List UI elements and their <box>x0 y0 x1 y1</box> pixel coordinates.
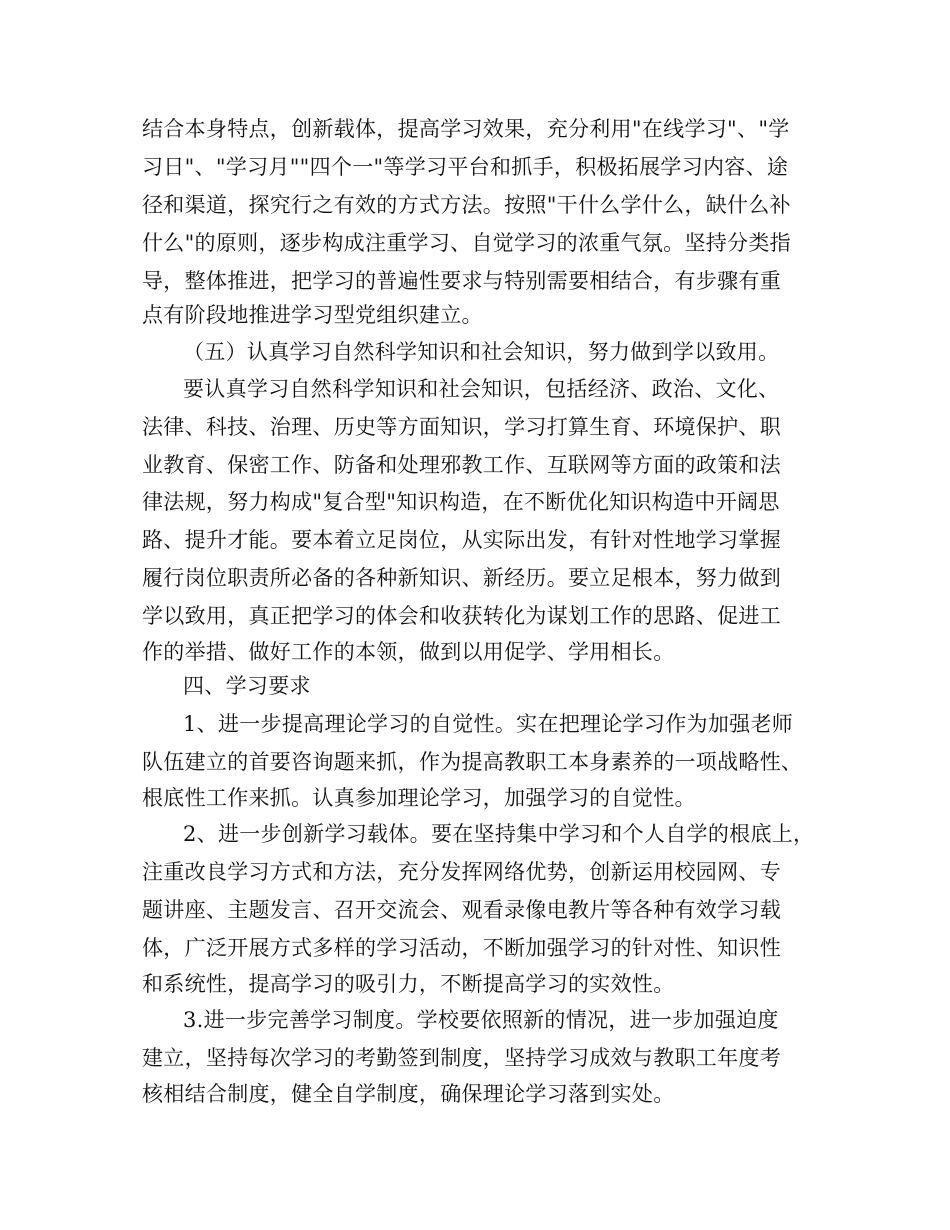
text-line: 注重改良学习方式和方法，充分发挥网络优势，创新运用校园网、专 <box>142 860 781 884</box>
text-line: 根底性工作来抓。认真参加理论学习，加强学习的自觉性。 <box>142 786 696 810</box>
text-line: 要认真学习自然科学知识和社会知识，包括经济、政治、文化、 <box>183 377 780 401</box>
text-line: 1、进一步提高理论学习的自觉性。实在把理论学习作为加强老师 <box>183 712 794 736</box>
text-line: 履行岗位职责所必备的各种新知识、新经历。要立足根本，努力做到 <box>142 566 781 590</box>
section-heading: （五）认真学习自然科学知识和社会知识，努力做到学以致用。 <box>183 340 780 364</box>
text-line: 和系统性，提高学习的吸引力，不断提高学习的实效性。 <box>142 972 675 996</box>
text-line: 习日"、"学习月""四个一"等学习平台和抓手，积极拓展学习内容、途 <box>142 155 789 179</box>
text-line: 题讲座、主题发言、召开交流会、观看录像电教片等各种有效学习载 <box>142 898 781 922</box>
text-line: 建立，坚持每次学习的考勤签到制度，坚持学习成效与教职工年度考 <box>142 1046 781 1070</box>
section-heading: 四、学习要求 <box>183 674 311 698</box>
text-line: 队伍建立的首要咨询题来抓，作为提高教职工本身素养的一项战略性、 <box>142 750 803 774</box>
text-line: 什么"的原则，逐步构成注重学习、自觉学习的浓重气氛。坚持分类指 <box>142 231 791 255</box>
text-line: 点有阶段地推进学习型党组织建立。 <box>142 303 483 327</box>
text-line: 导，整体推进，把学习的普遍性要求与特别需要相结合，有步骤有重 <box>142 269 781 293</box>
text-line: 径和渠道，探究行之有效的方式方法。按照"干什么学什么，缺什么补 <box>142 193 791 217</box>
text-line: 作的举措、做好工作的本领，做到以用促学、学用相长。 <box>142 640 675 664</box>
text-line: 3.进一步完善学习制度。学校要依照新的情况，进一步加强迫度 <box>183 1008 779 1032</box>
text-line: 律法规，努力构成"复合型"知识构造，在不断优化知识构造中开阔思 <box>142 490 780 514</box>
text-line: 业教育、保密工作、防备和处理邪教工作、互联网等方面的政策和法 <box>142 453 781 477</box>
text-line: 学以致用，真正把学习的体会和收获转化为谋划工作的思路、促进工 <box>142 604 781 628</box>
text-line: 核相结合制度，健全自学制度，确保理论学习落到实处。 <box>142 1082 675 1106</box>
text-line: 结合本身特点，创新载体，提高学习效果，充分利用"在线学习"、"学 <box>142 117 790 141</box>
text-line: 路、提升才能。要本着立足岗位，从实际出发，有针对性地学习掌握 <box>142 528 781 552</box>
text-line: 体，广泛开展方式多样的学习活动，不断加强学习的针对性、知识性 <box>142 936 781 960</box>
text-line: 法律、科技、治理、历史等方面知识，学习打算生育、环境保护、职 <box>142 415 781 439</box>
text-line: 2、进一步创新学习载体。要在坚持集中学习和个人自学的根底上， <box>183 822 815 846</box>
